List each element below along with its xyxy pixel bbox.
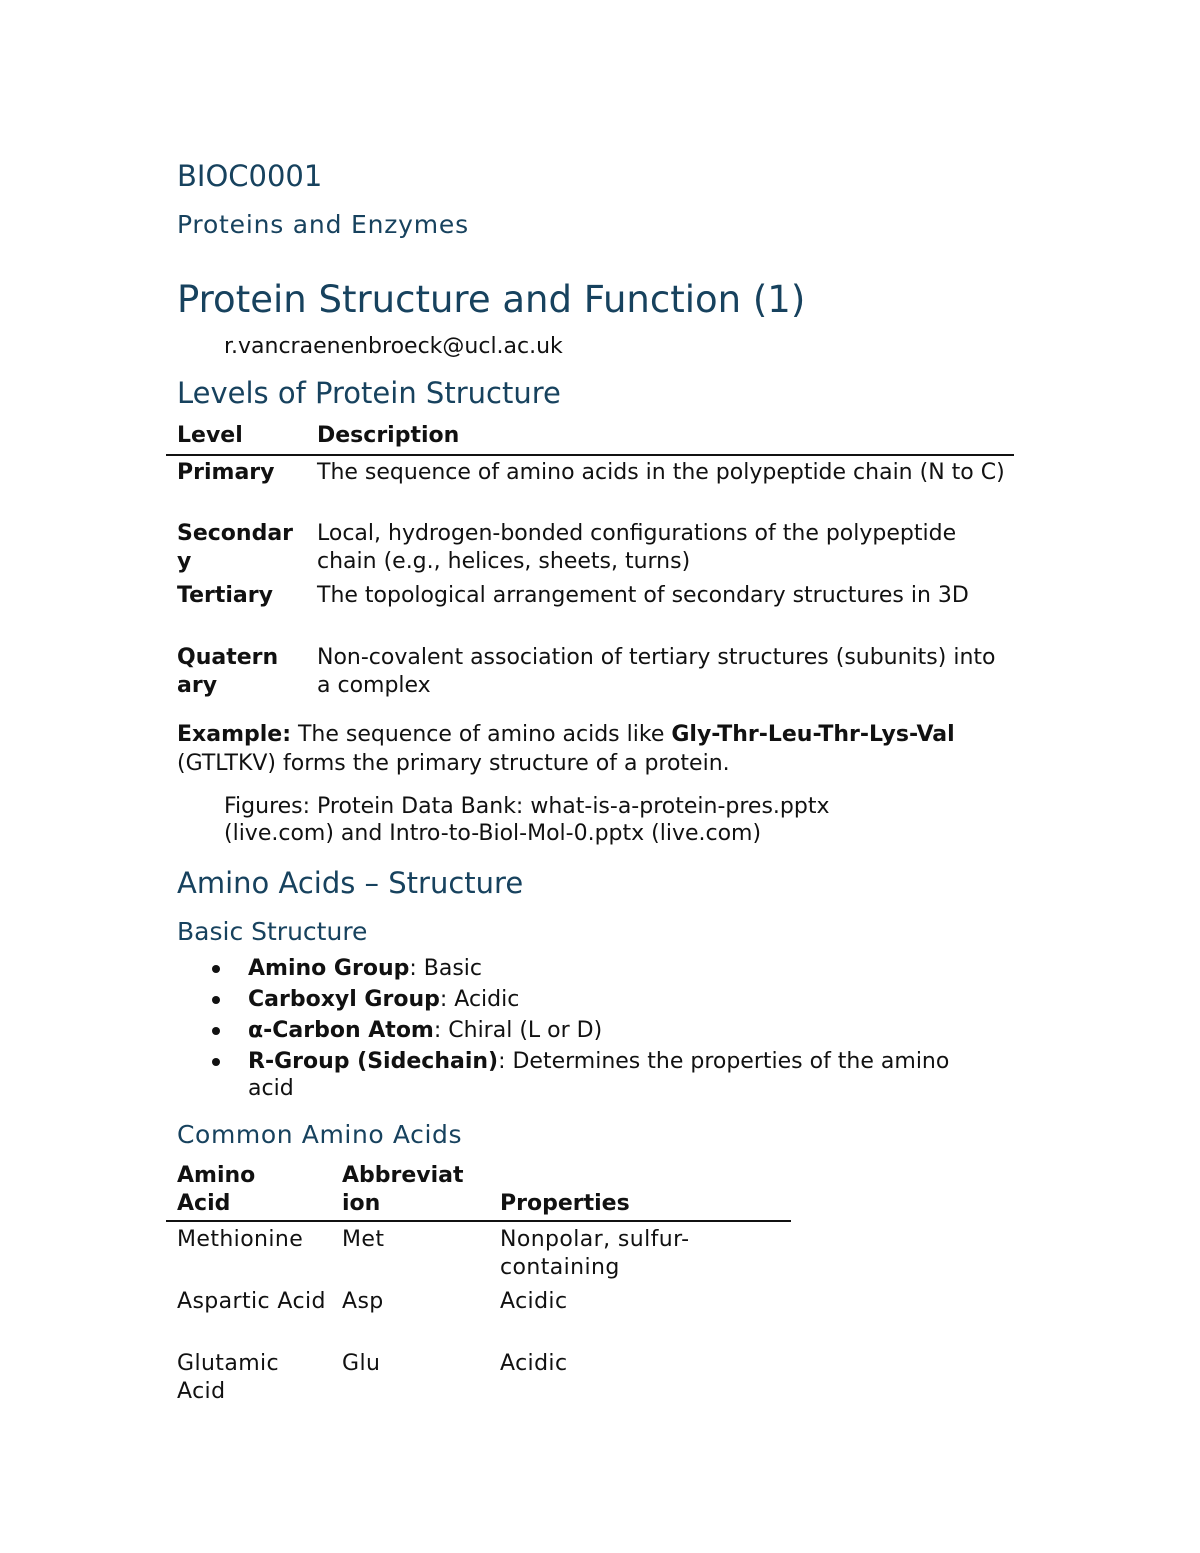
amino-acid-abbr: Met xyxy=(342,1227,385,1252)
example-paragraph xyxy=(177,720,1027,778)
col-abbreviation-line2: ion xyxy=(342,1191,381,1216)
bullet-detail: : Determines the properties of the amino acid xyxy=(248,1049,950,1101)
level-name: Primary xyxy=(177,460,275,485)
level-description: The topological arrangement of secondary structures in 3D xyxy=(317,583,969,608)
bullet-icon xyxy=(212,1027,220,1035)
course-title: Proteins and Enzymes xyxy=(177,210,469,239)
amino-table-header xyxy=(166,1160,791,1222)
amino-acid-properties: Acidic xyxy=(500,1289,568,1314)
col-properties: Properties xyxy=(500,1191,630,1216)
example-text-before: The sequence of amino acids like xyxy=(291,722,672,747)
bullet-term: Carboxyl Group xyxy=(248,987,440,1012)
basic-structure-heading: Basic Structure xyxy=(177,917,368,946)
table-row xyxy=(166,520,1014,578)
bullet-icon xyxy=(212,996,220,1004)
bullet-term: α-Carbon Atom xyxy=(248,1018,434,1043)
amino-acid-abbr: Glu xyxy=(342,1351,381,1376)
level-name: Quaternary xyxy=(177,645,279,698)
bullet-detail: : Basic xyxy=(409,956,483,981)
levels-col-description: Description xyxy=(317,423,460,448)
amino-acid-properties: Acidic xyxy=(500,1351,568,1376)
list-item xyxy=(207,955,1027,982)
amino-acid-abbr: Asp xyxy=(342,1289,384,1314)
level-description: Local, hydrogen-bonded configurations of the polypeptide chain (e.g., helices, sheets, turns) xyxy=(317,521,957,574)
amino-acids-heading: Amino Acids – Structure xyxy=(177,866,524,900)
basic-structure-list xyxy=(207,955,1027,1106)
level-name: Tertiary xyxy=(177,583,273,608)
author-email: r.vancraenenbroeck@ucl.ac.uk xyxy=(224,334,563,359)
bullet-detail: : Acidic xyxy=(439,987,520,1012)
example-label: Example: xyxy=(177,722,291,747)
example-text-after: (GTLTKV) forms the primary structure of a protein. xyxy=(177,751,730,776)
col-amino-acid-line1: Amino xyxy=(177,1163,256,1188)
levels-heading: Levels of Protein Structure xyxy=(177,376,561,410)
bullet-term: R-Group (Sidechain) xyxy=(248,1049,499,1074)
table-row xyxy=(166,644,1014,702)
amino-acid-name: Aspartic Acid xyxy=(177,1289,326,1314)
bullet-detail: : Chiral (L or D) xyxy=(433,1018,603,1043)
table-row xyxy=(166,1350,791,1408)
common-amino-acids-heading: Common Amino Acids xyxy=(177,1120,463,1149)
col-abbreviation-line1: Abbreviat xyxy=(342,1163,464,1188)
figures-note: Figures: Protein Data Bank: what-is-a-protein-pres.pptx (live.com) and Intro-to-Biol-Mol-0.pptx (live.com) xyxy=(224,794,830,846)
amino-acid-name: Methionine xyxy=(177,1227,304,1252)
list-item xyxy=(207,1048,1027,1102)
col-amino-acid-line2: Acid xyxy=(177,1191,231,1216)
course-code: BIOC0001 xyxy=(177,159,323,193)
list-item xyxy=(207,986,1027,1013)
table-row xyxy=(166,1226,791,1284)
bullet-icon xyxy=(212,965,220,973)
bullet-term: Amino Group xyxy=(248,956,410,981)
example-sequence: Gly-Thr-Leu-Thr-Lys-Val xyxy=(671,722,955,747)
document-title: Protein Structure and Function (1) xyxy=(177,278,806,321)
level-name: Secondary xyxy=(177,521,294,574)
level-description: Non-covalent association of tertiary structures (subunits) into a complex xyxy=(317,645,996,698)
levels-table-header xyxy=(166,420,1014,456)
levels-col-level: Level xyxy=(177,423,243,448)
level-description: The sequence of amino acids in the polypeptide chain (N to C) xyxy=(317,460,1005,485)
table-row xyxy=(166,582,1014,640)
table-row xyxy=(166,1288,791,1346)
list-item xyxy=(207,1017,1027,1044)
amino-acid-properties: Nonpolar, sulfur-containing xyxy=(500,1227,690,1280)
table-row xyxy=(166,459,1014,517)
amino-acid-name: Glutamic Acid xyxy=(177,1351,280,1404)
bullet-icon xyxy=(212,1058,220,1066)
